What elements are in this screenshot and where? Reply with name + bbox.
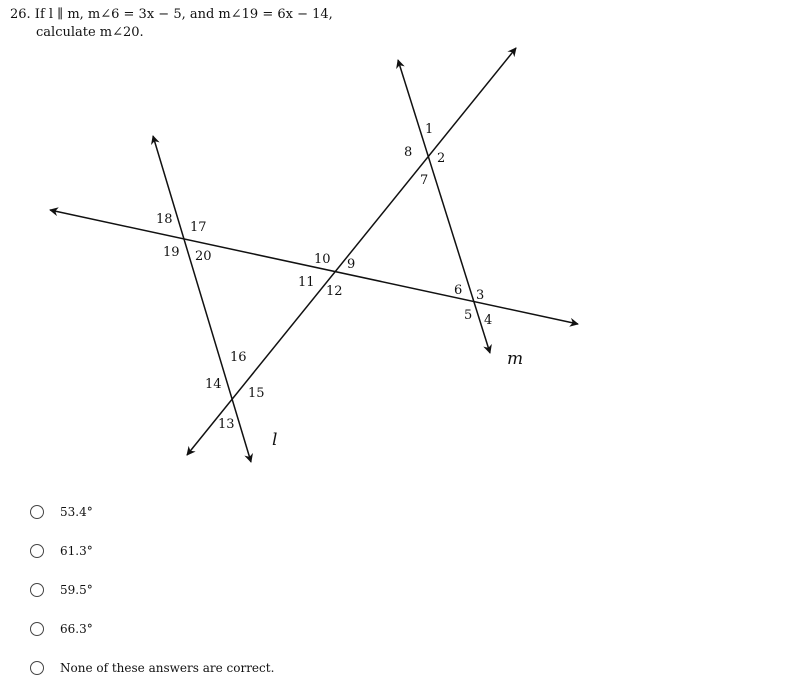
- radio-button[interactable]: [30, 583, 44, 597]
- choice-3[interactable]: [30, 570, 770, 609]
- choice-label: 66.3°: [60, 621, 93, 636]
- angle-label-14: 14: [205, 377, 222, 392]
- angle-label-18: 18: [156, 212, 173, 227]
- choice-label: 59.5°: [60, 582, 93, 597]
- radio-button[interactable]: [30, 505, 44, 519]
- angle-label-5: 5: [464, 308, 473, 323]
- line-l: [153, 136, 251, 462]
- angle-label-7: 7: [420, 173, 429, 188]
- angle-label-2: 2: [437, 151, 446, 166]
- choice-1[interactable]: [30, 492, 770, 531]
- horizontal-line: [50, 210, 578, 324]
- angle-label-13: 13: [218, 417, 235, 432]
- angle-label-12: 12: [326, 284, 343, 299]
- question-line-1: 26. If l ∥ m, m∠6 = 3x − 5, and m∠19 = 6x − 14,: [10, 7, 333, 22]
- angle-label-19: 19: [163, 245, 180, 260]
- line-m-label: m: [507, 349, 524, 369]
- choice-label: None of these answers are correct.: [60, 660, 275, 675]
- angle-label-3: 3: [476, 288, 485, 303]
- angle-label-4: 4: [484, 313, 493, 328]
- line-m: [398, 60, 493, 353]
- radio-button[interactable]: [30, 661, 44, 675]
- radio-button[interactable]: [30, 622, 44, 636]
- angle-label-9: 9: [347, 257, 356, 272]
- angle-label-17: 17: [190, 220, 207, 235]
- angle-label-11: 11: [298, 275, 315, 290]
- angle-label-8: 8: [404, 145, 413, 160]
- angle-label-20: 20: [195, 249, 212, 264]
- angle-label-1: 1: [425, 122, 434, 137]
- angle-label-6: 6: [454, 283, 463, 298]
- question-line-2: calculate m∠20.: [36, 25, 144, 40]
- angle-label-15: 15: [248, 386, 265, 401]
- angle-label-10: 10: [314, 252, 331, 267]
- answer-choices: [30, 492, 770, 687]
- choice-label: 53.4°: [60, 504, 93, 519]
- line-l-label: l: [272, 430, 278, 450]
- angle-label-16: 16: [230, 350, 247, 365]
- diagonal-line: [187, 48, 516, 455]
- choice-2[interactable]: [30, 531, 770, 570]
- choice-label: 61.3°: [60, 543, 93, 558]
- radio-button[interactable]: [30, 544, 44, 558]
- choice-5[interactable]: [30, 648, 770, 687]
- choice-4[interactable]: [30, 609, 770, 648]
